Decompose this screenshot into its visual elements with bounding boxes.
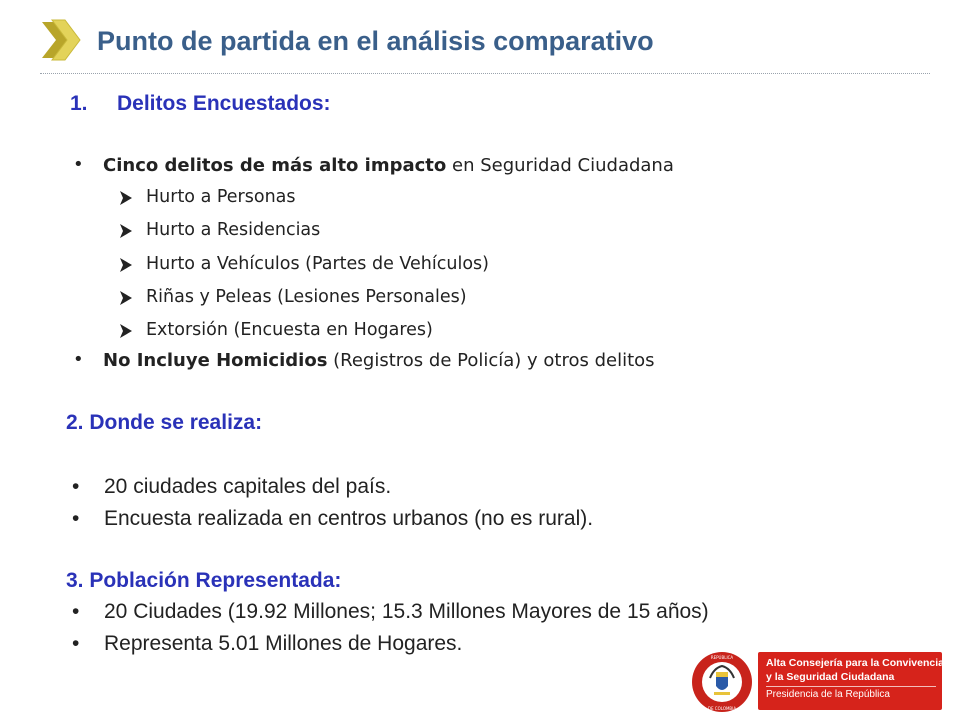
bullet-dot: • bbox=[72, 632, 80, 655]
section-2-heading: 2. Donde se realiza: bbox=[66, 411, 263, 434]
bullet-dot: • bbox=[73, 154, 84, 175]
logo-line-1: Alta Consejería para la Convivencia bbox=[766, 657, 944, 669]
sub-item-text: Hurto a Residencias bbox=[146, 220, 321, 240]
sub-item-text: Extorsión (Encuesta en Hogares) bbox=[146, 320, 433, 340]
bullet-dot: • bbox=[72, 600, 80, 623]
logo-divider bbox=[766, 686, 936, 687]
bullet-text: 20 ciudades capitales del país. bbox=[104, 475, 392, 498]
bullet-text: en Seguridad Ciudadana bbox=[446, 155, 674, 176]
arrow-bullet-icon bbox=[118, 256, 136, 274]
sub-item-text: Riñas y Peleas (Lesiones Personales) bbox=[146, 287, 467, 307]
arrow-bullet-icon bbox=[118, 322, 136, 340]
logo-banner bbox=[758, 652, 942, 710]
coat-of-arms-seal-icon bbox=[690, 650, 754, 714]
logo-line-3: Presidencia de la República bbox=[766, 689, 890, 700]
seal-text-top: REPÚBLICA bbox=[710, 655, 734, 660]
section-1-title: Delitos Encuestados: bbox=[117, 92, 331, 115]
arrow-bullet-icon bbox=[118, 289, 136, 307]
double-chevron-icon bbox=[40, 18, 82, 62]
arrow-bullet-icon bbox=[118, 189, 136, 207]
logo-line-2: y la Seguridad Ciudadana bbox=[766, 671, 895, 683]
section-1-heading bbox=[70, 92, 331, 116]
bullet-dot: • bbox=[73, 349, 84, 370]
section-3-heading: 3. Población Representada: bbox=[66, 569, 342, 592]
sub-item-text: Hurto a Vehículos (Partes de Vehículos) bbox=[146, 254, 489, 274]
bullet-text: (Registros de Policía) y otros delitos bbox=[327, 350, 655, 371]
bullet-text: 20 Ciudades (19.92 Millones; 15.3 Millones Mayores de 15 años) bbox=[104, 600, 709, 623]
bullet-dot: • bbox=[72, 475, 80, 498]
bullet-text: Encuesta realizada en centros urbanos (no es rural). bbox=[104, 507, 594, 530]
title-divider bbox=[40, 73, 930, 74]
slide-title: Punto de partida en el análisis comparativo bbox=[97, 26, 654, 56]
organization-logo bbox=[690, 650, 944, 714]
bullet-bold-text: Cinco delitos de más alto impacto bbox=[103, 155, 447, 176]
bullet-dot: • bbox=[72, 507, 80, 530]
section-1-number: 1. bbox=[70, 92, 88, 115]
sub-item-text: Hurto a Personas bbox=[146, 187, 296, 207]
bullet-text: Representa 5.01 Millones de Hogares. bbox=[104, 632, 463, 655]
arrow-bullet-icon bbox=[118, 222, 136, 240]
seal-text-bottom: DE COLOMBIA bbox=[707, 706, 737, 711]
bullet-bold-text: No Incluye Homicidios bbox=[103, 350, 328, 371]
